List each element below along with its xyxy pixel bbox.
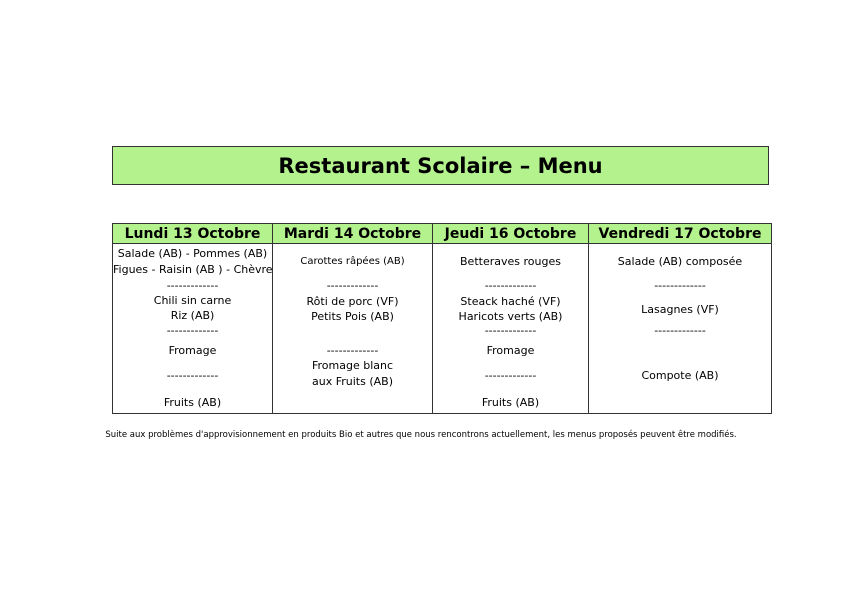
menu-title: Restaurant Scolaire – Menu [112,146,769,185]
course-separator: ------------- [484,324,537,337]
menu-cell-tuesday [273,244,433,414]
day-header-thursday: Jeudi 16 Octobre [433,224,589,244]
menu-cell-monday [113,244,273,414]
menu-item: Riz (AB) [170,309,215,322]
menu-item: Compote (AB) [641,369,719,382]
menu-item: Fruits (AB) [163,396,222,409]
day-header-tuesday: Mardi 14 Octobre [273,224,433,244]
menu-item: aux Fruits (AB) [312,375,393,388]
day-header-monday: Lundi 13 Octobre [113,224,273,244]
course-separator: ------------- [484,369,537,382]
menu-item: Fruits (AB) [481,396,540,409]
menu-item: Petits Pois (AB) [311,310,394,323]
menu-item: Chili sin carne [153,294,232,307]
course-separator: ------------- [166,369,219,382]
menu-item: Betteraves rouges [460,255,561,268]
menu-item: Lasagnes (VF) [641,303,719,316]
course-separator: ------------- [326,344,379,357]
course-separator: ------------- [484,279,537,292]
menu-item: Steack haché (VF) [460,295,561,308]
course-separator: ------------- [166,279,219,292]
day-header-row [113,224,772,244]
menu-cell-friday [589,244,772,414]
course-separator: ------------- [326,279,379,292]
menu-item: Haricots verts (AB) [458,310,563,323]
menu-cell-thursday [433,244,589,414]
course-separator: ------------- [654,279,706,292]
menu-item: Figues - Raisin (AB ) - Chèvre [113,263,273,276]
menu-item: Salade (AB) composée [617,255,743,268]
menu-item: Fromage blanc [311,359,394,372]
menu-row [113,244,772,414]
supply-notice: Suite aux problèmes d'approvisionnement en produits Bio et autres que nous rencontrons actuellement, les menus proposés peuvent être modifiés. [105,430,737,440]
course-separator: ------------- [166,324,219,337]
menu-item: Salade (AB) - Pommes (AB) [117,247,268,260]
menu-item: Fromage [168,344,217,357]
menu-item: Rôti de porc (VF) [306,295,399,308]
day-header-friday: Vendredi 17 Octobre [589,224,772,244]
menu-table [112,223,772,414]
menu-item: Fromage [486,344,535,357]
course-separator: ------------- [654,324,706,337]
menu-item: Carottes râpées (AB) [300,256,405,267]
